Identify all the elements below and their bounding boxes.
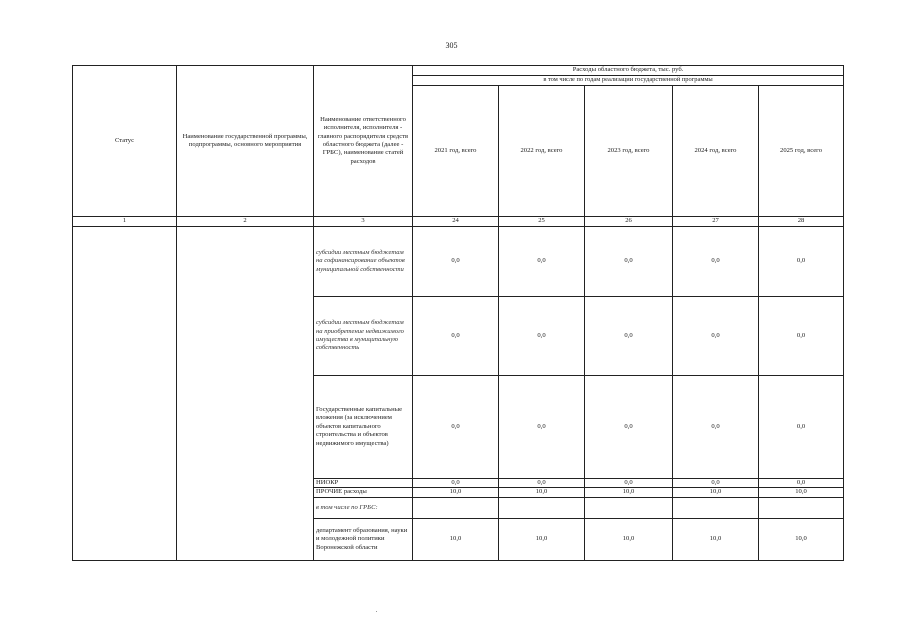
column-number: 28 — [759, 217, 844, 227]
header-program: Наименование государственной программы, подпрограммы, основного мероприятия — [177, 66, 314, 217]
value-cell: 0,0 — [585, 479, 673, 488]
table-row — [73, 227, 844, 297]
header-year: 2021 год, всего — [413, 86, 499, 217]
expense-item-label: ПРОЧИЕ расходы — [314, 488, 413, 497]
column-number: 27 — [673, 217, 759, 227]
value-cell: 0,0 — [673, 227, 759, 297]
column-number: 24 — [413, 217, 499, 227]
value-cell: 10,0 — [585, 488, 673, 497]
value-cell: 0,0 — [413, 479, 499, 488]
value-cell: 10,0 — [499, 518, 585, 560]
header-executor: Наименование ответственного исполнителя, исполнителя - главного распорядителя средств областного бюджета (далее - ГРБС), наименование статей расходов — [314, 66, 413, 217]
header-row-title — [73, 66, 844, 76]
value-cell: 10,0 — [585, 518, 673, 560]
value-cell — [759, 497, 844, 518]
header-year: 2022 год, всего — [499, 86, 585, 217]
value-cell: 0,0 — [499, 479, 585, 488]
expense-item-label: НИОКР — [314, 479, 413, 488]
column-numbers-row — [73, 217, 844, 227]
page-number: 305 — [445, 41, 458, 50]
value-cell: 10,0 — [413, 518, 499, 560]
value-cell: 0,0 — [759, 479, 844, 488]
value-cell: 10,0 — [673, 488, 759, 497]
header-year: 2023 год, всего — [585, 86, 673, 217]
value-cell: 0,0 — [499, 297, 585, 376]
value-cell: 0,0 — [673, 376, 759, 479]
column-number: 3 — [314, 217, 413, 227]
value-cell: 0,0 — [413, 227, 499, 297]
scan-speck — [376, 611, 377, 612]
value-cell: 0,0 — [499, 227, 585, 297]
expense-item-label: в том числе по ГРБС: — [314, 497, 413, 518]
value-cell: 0,0 — [759, 227, 844, 297]
value-cell: 0,0 — [413, 376, 499, 479]
expense-item-label: субсидии местным бюджетам на приобретение недвижимого имущества в муниципальную собственность — [314, 297, 413, 376]
column-number: 2 — [177, 217, 314, 227]
column-number: 25 — [499, 217, 585, 227]
header-budget-subtitle: в том числе по годам реализации государственной программы — [413, 76, 844, 86]
header-year: 2024 год, всего — [673, 86, 759, 217]
value-cell: 10,0 — [499, 488, 585, 497]
value-cell: 0,0 — [413, 297, 499, 376]
value-cell: 0,0 — [759, 376, 844, 479]
program-cell — [177, 227, 314, 561]
header-budget-title: Расходы областного бюджета, тыс. руб. — [413, 66, 844, 76]
value-cell: 10,0 — [673, 518, 759, 560]
value-cell: 10,0 — [413, 488, 499, 497]
value-cell — [673, 497, 759, 518]
value-cell: 0,0 — [585, 227, 673, 297]
value-cell: 10,0 — [759, 488, 844, 497]
column-number: 1 — [73, 217, 177, 227]
value-cell — [499, 497, 585, 518]
expense-item-label: департамент образования, науки и молодежной политики Воронежской области — [314, 518, 413, 560]
value-cell: 10,0 — [759, 518, 844, 560]
header-status: Статус — [73, 66, 177, 217]
budget-table — [72, 65, 844, 561]
expense-item-label: Государственные капитальные вложения (за исключением объектов капитального строительства и объектов недвижимого имущества) — [314, 376, 413, 479]
value-cell: 0,0 — [673, 479, 759, 488]
value-cell: 0,0 — [759, 297, 844, 376]
value-cell: 0,0 — [585, 297, 673, 376]
value-cell — [413, 497, 499, 518]
header-year: 2025 год, всего — [759, 86, 844, 217]
value-cell: 0,0 — [673, 297, 759, 376]
status-cell — [73, 227, 177, 561]
value-cell: 0,0 — [585, 376, 673, 479]
column-number: 26 — [585, 217, 673, 227]
value-cell — [585, 497, 673, 518]
expense-item-label: субсидии местным бюджетам на софинансирование объектов муниципальной собственности — [314, 227, 413, 297]
value-cell: 0,0 — [499, 376, 585, 479]
